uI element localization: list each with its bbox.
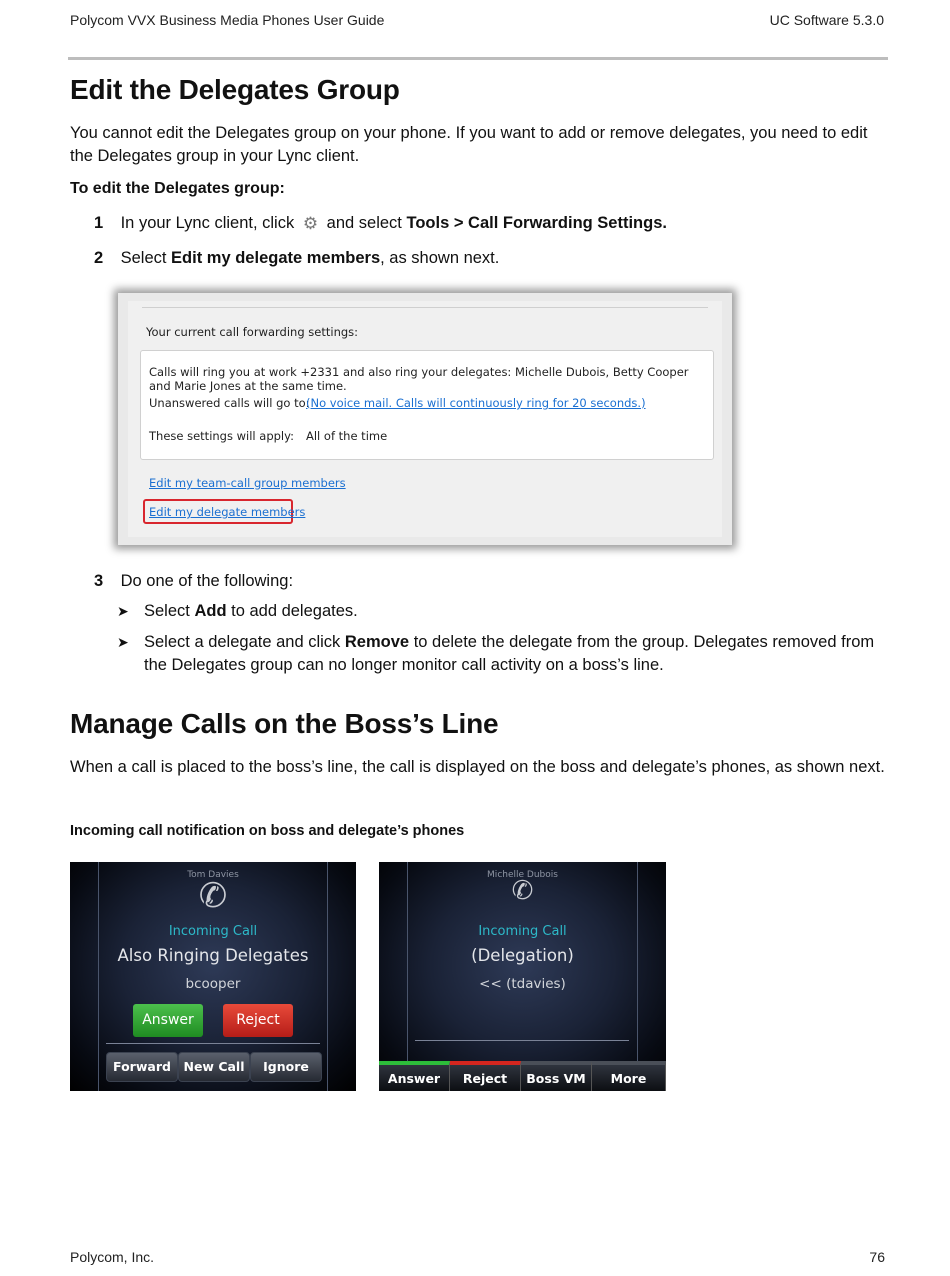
lync-screenshot xyxy=(118,293,732,545)
bullet-text: Select xyxy=(144,602,190,620)
call-info-detail: << (tdavies) xyxy=(479,976,566,992)
step-1 xyxy=(94,212,667,235)
lync-apply-value: All of the time xyxy=(306,429,388,443)
softkey-reject[interactable]: Reject xyxy=(450,1061,521,1091)
lync-ring-text: Calls will ring you at work +2331 and also ring your delegates: Michelle Dubois, Betty Cooper and Marie Jones at the same time. xyxy=(149,365,689,393)
call-info: Also Ringing Delegates xyxy=(117,946,309,965)
step-text: In your Lync client, click xyxy=(120,214,295,232)
section-heading-edit-delegates: Edit the Delegates Group xyxy=(70,74,400,105)
step-text: Select xyxy=(120,249,167,267)
softkey-boss-vm[interactable]: Boss VM xyxy=(521,1061,592,1091)
arrow-bullet-icon: ➤ xyxy=(117,634,129,650)
ringing-phone-icon: ✆ xyxy=(198,876,228,916)
softkey-more[interactable]: More xyxy=(592,1061,666,1091)
figure-caption: Incoming call notification on boss and delegate’s phones xyxy=(70,823,465,839)
bullet-emphasis: Add xyxy=(194,602,227,620)
caller-name: Tom Davies xyxy=(187,870,239,880)
section-intro: When a call is placed to the boss’s line, the call is displayed on the boss and delegate’s phones, as shown next. xyxy=(70,758,885,776)
answer-button[interactable]: Answer xyxy=(133,1004,203,1037)
header-doc-title: Polycom VVX Business Media Phones User Guide xyxy=(70,12,385,28)
step-3 xyxy=(94,570,293,593)
lync-apply-label: These settings will apply: xyxy=(149,429,294,443)
lync-settings-box xyxy=(140,350,714,460)
softkey-forward[interactable]: Forward xyxy=(106,1052,178,1082)
lync-unanswered-link[interactable]: (No voice mail. Calls will continuously ring for 20 seconds.) xyxy=(306,396,646,410)
step-number: 3 xyxy=(94,572,104,590)
bullet-text: Select a delegate and click xyxy=(144,633,341,651)
bullet-text: to delete the delegate from the group. Delegates removed from the Delegates group can no longer monitor call activity on a boss’s line. xyxy=(144,633,875,674)
step-text: and select xyxy=(326,214,402,232)
step-emphasis: Edit my delegate members xyxy=(171,249,381,267)
call-info-detail: bcooper xyxy=(185,976,241,992)
header-version: UC Software 5.3.0 xyxy=(769,12,884,28)
ringing-phone-icon: ✆ xyxy=(511,876,534,906)
bullet-item xyxy=(117,600,887,623)
call-status: Incoming Call xyxy=(478,924,567,939)
arrow-bullet-icon: ➤ xyxy=(117,603,129,619)
divider xyxy=(106,1043,320,1044)
bullet-item xyxy=(117,631,887,677)
softkey-ignore[interactable]: Ignore xyxy=(250,1052,322,1082)
softkey-new-call[interactable]: New Call xyxy=(178,1052,250,1082)
lync-team-call-link[interactable]: Edit my team-call group members xyxy=(149,476,346,490)
phone-screen-delegate xyxy=(379,862,666,1091)
softkey-answer[interactable]: Answer xyxy=(379,1061,450,1091)
footer-page-number: 76 xyxy=(869,1249,885,1265)
footer-company: Polycom, Inc. xyxy=(70,1249,155,1265)
lync-unanswered-label: Unanswered calls will go to: xyxy=(149,396,310,410)
bullet-text: to add delegates. xyxy=(231,602,358,620)
caller-name: Michelle Dubois xyxy=(487,870,558,880)
call-info: (Delegation) xyxy=(471,946,574,965)
bullet-emphasis: Remove xyxy=(344,633,410,651)
lync-apply-row xyxy=(149,429,388,443)
step-number: 2 xyxy=(94,249,104,267)
divider xyxy=(415,1040,629,1041)
reject-button[interactable]: Reject xyxy=(223,1004,293,1037)
phone-screen-boss xyxy=(70,862,356,1091)
section-heading-manage-calls: Manage Calls on the Boss’s Line xyxy=(70,708,499,739)
step-number: 1 xyxy=(94,214,104,232)
gear-icon: ⚙ xyxy=(302,214,319,233)
lync-call-forwarding-panel xyxy=(128,301,722,537)
section-intro: You cannot edit the Delegates group on your phone. If you want to add or remove delegates, you need to edit the Delegates group in your Lync client. xyxy=(70,124,868,165)
lync-delegate-link[interactable]: Edit my delegate members xyxy=(149,505,306,519)
lync-unanswered-row xyxy=(149,396,646,410)
divider xyxy=(142,307,708,308)
step-emphasis: Tools > Call Forwarding Settings. xyxy=(406,214,667,232)
step-text: Do one of the following: xyxy=(120,572,294,590)
step-text: , as shown next. xyxy=(380,249,500,267)
procedure-lead: To edit the Delegates group: xyxy=(70,180,285,197)
header-rule xyxy=(68,57,888,60)
call-status: Incoming Call xyxy=(168,924,258,939)
lync-settings-title: Your current call forwarding settings: xyxy=(146,325,359,339)
step-2 xyxy=(94,247,499,270)
